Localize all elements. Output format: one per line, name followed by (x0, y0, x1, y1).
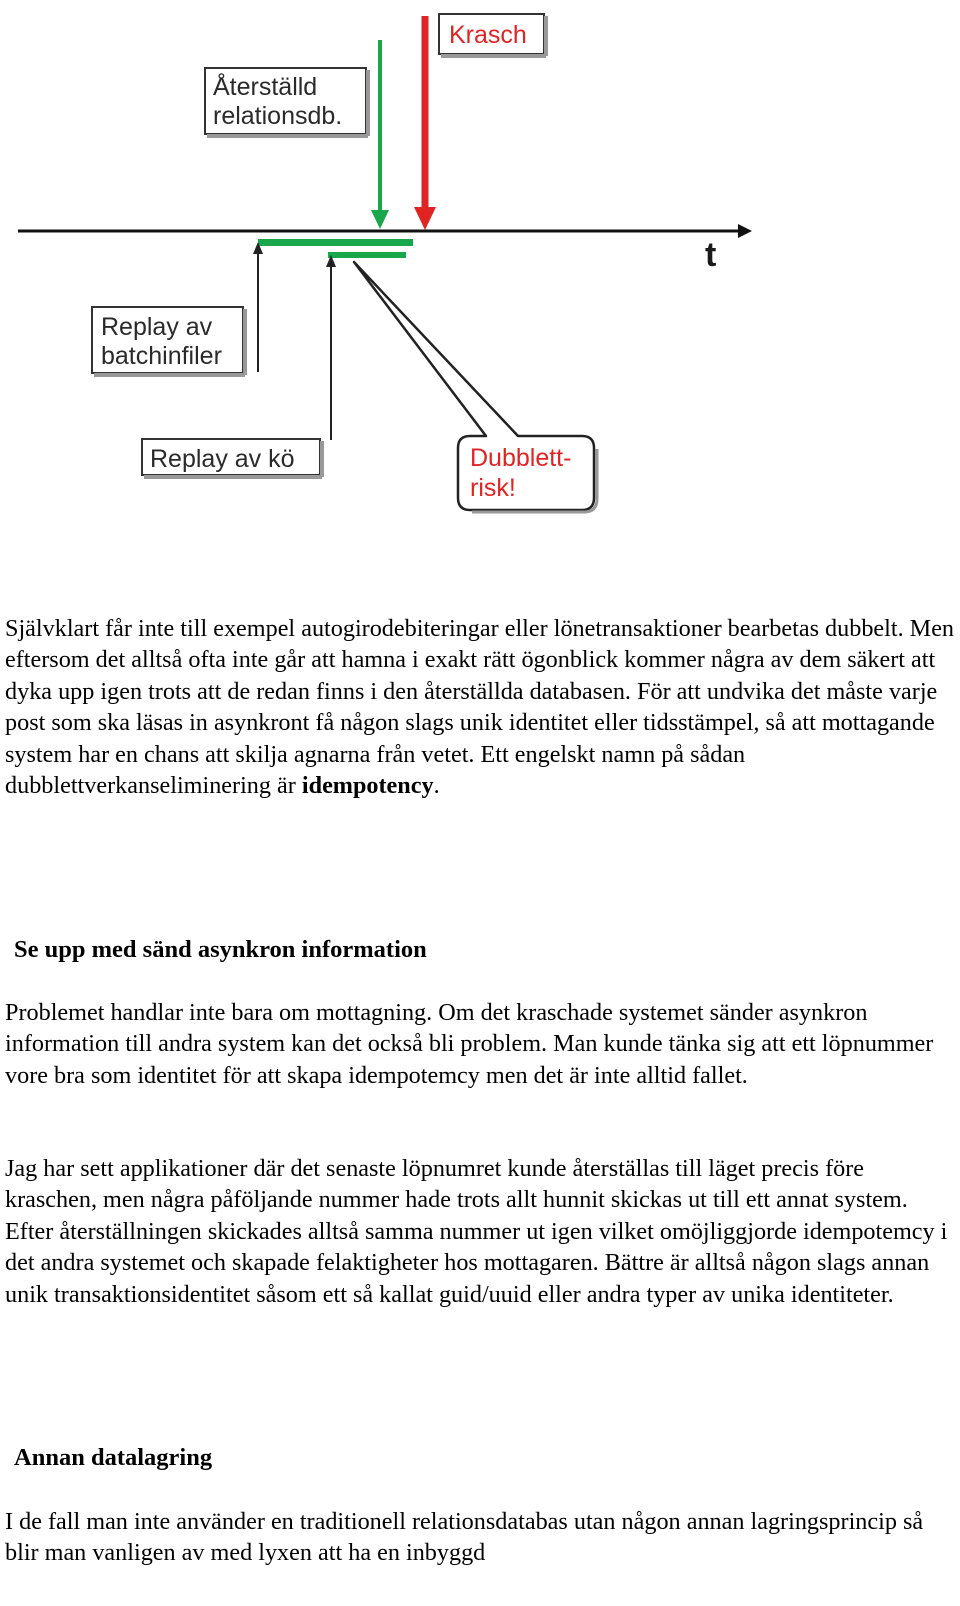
replay-queue-label-box (142, 439, 324, 479)
crash-arrow (414, 16, 436, 230)
timeline-diagram (0, 0, 960, 560)
paragraph-sequence-numbers (5, 1153, 955, 1310)
paragraph-duplicates-end: . (433, 772, 440, 800)
paragraph-sending-problem (5, 997, 955, 1091)
heading-other-storage: Annan datalagring (14, 1444, 213, 1471)
restored-db-label-box (205, 68, 370, 138)
paragraph-sequence-numbers-text: Jag har sett applikationer där det senaste löpnumret kunde återställas till läget precis före kraschen, men några påföljande nummer hade trots allt hunnit skickas ut till ett annat system. Efter återställningen skickades alltså samma nummer ut igen vilket omöjliggjorde idempotemcy i det andra systemet och skapade felaktigheter hos mottagaren. Bättre är alltså någon slags annan unik transaktionsidentitet såsom ett så kallat guid/uuid eller andra typer av unika identiteter. (5, 1155, 948, 1308)
paragraph-sending-problem-text: Problemet handlar inte bara om mottagning. Om det kraschade systemet sänder asynkron information till andra system kan det också bli problem. Man kunde tänka sig att ett löpnummer vore bra som identitet för att skapa idempotemcy men det är inte alltid fallet. (5, 999, 934, 1089)
replay-batch-arrow (253, 242, 263, 372)
paragraph-duplicates (5, 613, 955, 801)
replay-batch-label-line1: Replay av (101, 313, 213, 341)
paragraph-duplicates-text: Självklart får inte till exempel autogirodebiteringar eller lönetransaktioner bearbetas dubbelt. Men eftersom det alltså ofta inte går att hamna i exakt rätt ögonblick kommer några av dem säkert att dyka upp igen trots att de redan finns i den återställda databasen. För att undvika det måste varje post som ska läsas in asynkront få någon slags unik identitet eller tidsstämpel, så att mottagande system har en chans att skilja agnarna från vetet. Ett engelskt namn på sådan dubblettverkanseliminering är (5, 615, 955, 800)
duplicate-risk-label-line1: Dubblett- (470, 444, 572, 472)
crash-label-box (439, 14, 548, 58)
timeline-svg (0, 0, 960, 560)
replay-batch-bar (258, 239, 413, 246)
replay-batch-label-line2: batchinfiler (101, 342, 222, 370)
restored-db-arrow (371, 40, 389, 229)
duplicate-risk-callout (354, 262, 597, 512)
paragraph-other-storage-text: I de fall man inte använder en traditionell relationsdatabas utan någon annan lagringsprincip så blir man vanligen av med lyxen att ha en inbyggd (5, 1508, 924, 1567)
replay-queue-bar (328, 252, 406, 258)
replay-batch-label-box (92, 307, 247, 377)
idempotency-term: idempotency (301, 772, 434, 800)
paragraph-other-storage (5, 1506, 955, 1569)
replay-queue-arrow (326, 255, 336, 440)
restored-db-label-line2: relationsdb. (213, 102, 343, 130)
time-axis-label: t (705, 236, 717, 274)
heading-send-async: Se upp med sänd asynkron information (14, 936, 427, 963)
duplicate-risk-label-line2: risk! (470, 474, 516, 502)
time-axis-arrowhead (738, 224, 752, 238)
restored-db-label-line1: Återställd (213, 73, 318, 101)
crash-label: Krasch (449, 21, 527, 49)
replay-queue-label: Replay av kö (150, 445, 295, 473)
